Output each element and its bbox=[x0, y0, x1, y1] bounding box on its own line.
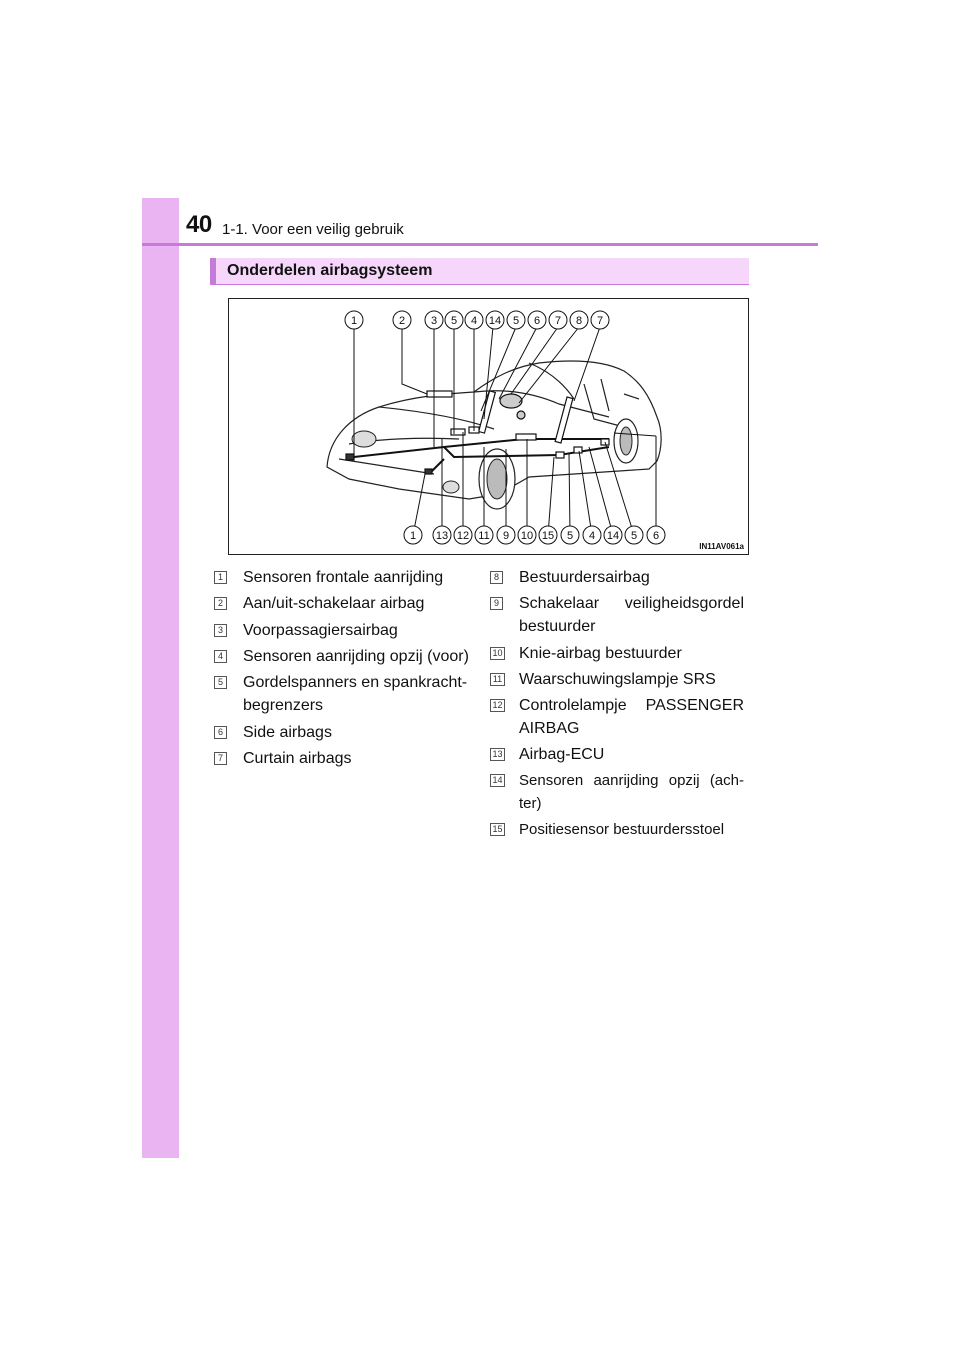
legend-number-14: 14 bbox=[490, 774, 505, 787]
svg-text:12: 12 bbox=[456, 530, 470, 542]
legend-item-11 bbox=[490, 668, 750, 692]
svg-text:2: 2 bbox=[398, 315, 406, 327]
legend-number-8: 8 bbox=[490, 571, 503, 584]
header-rule bbox=[142, 243, 818, 246]
callout-bottom-7 bbox=[539, 526, 557, 544]
legend-number-12: 12 bbox=[490, 699, 505, 712]
callout-bottom-3 bbox=[454, 526, 472, 544]
legend-item-3 bbox=[214, 619, 480, 643]
svg-text:5: 5 bbox=[512, 315, 520, 327]
callout-top-4 bbox=[445, 311, 463, 329]
section-heading-bar bbox=[210, 258, 216, 284]
legend-text-13: Airbag-ECU bbox=[519, 746, 605, 763]
legend-item-5 bbox=[214, 671, 480, 695]
legend-text-15: Positiesensor bestuurdersstoel bbox=[519, 821, 725, 838]
legend-text-12: Controlelampje PASSENGER bbox=[519, 697, 744, 714]
legend-text-7: Curtain airbags bbox=[243, 750, 352, 767]
svg-text:5: 5 bbox=[630, 530, 638, 542]
driver-airbag bbox=[500, 394, 522, 408]
airbag-diagram bbox=[228, 298, 749, 555]
callout-bottom-9 bbox=[583, 526, 601, 544]
legend-text-1: Sensoren frontale aanrijding bbox=[243, 569, 444, 586]
rear-wheel-hub bbox=[620, 427, 632, 455]
svg-text:9: 9 bbox=[502, 530, 510, 542]
callout-bottom-12 bbox=[647, 526, 665, 544]
legend-text-14-cont: ter) bbox=[519, 795, 542, 812]
svg-text:4: 4 bbox=[470, 315, 478, 327]
legend-number-4: 4 bbox=[214, 650, 227, 663]
top-callouts bbox=[345, 311, 609, 329]
legend-text-5-cont: begrenzers bbox=[243, 697, 324, 714]
callout-top-10 bbox=[570, 311, 588, 329]
legend-number-11: 11 bbox=[490, 673, 505, 686]
side-sensor-rear bbox=[574, 447, 582, 453]
legend-item-7 bbox=[214, 747, 480, 771]
svg-text:14: 14 bbox=[606, 530, 620, 542]
legend-text-10: Knie-airbag bestuurder bbox=[519, 645, 682, 662]
legend-text-9-cont: bestuurder bbox=[519, 618, 596, 635]
svg-text:14: 14 bbox=[488, 315, 502, 327]
svg-text:7: 7 bbox=[596, 315, 604, 327]
legend-text-12-cont: AIRBAG bbox=[519, 720, 580, 737]
legend-number-5: 5 bbox=[214, 676, 227, 689]
legend-item-14 bbox=[490, 769, 750, 793]
callout-bottom-11 bbox=[625, 526, 643, 544]
callout-bottom-8 bbox=[561, 526, 579, 544]
svg-text:7: 7 bbox=[554, 315, 562, 327]
legend-text-4: Sensoren aanrijding opzij (voor) bbox=[243, 648, 469, 665]
callout-bottom-1 bbox=[404, 526, 422, 544]
legend-number-6: 6 bbox=[214, 726, 227, 739]
legend-number-1: 1 bbox=[214, 571, 227, 584]
svg-text:13: 13 bbox=[435, 530, 449, 542]
legend-number-15: 15 bbox=[490, 823, 505, 836]
legend-item-9 bbox=[490, 592, 750, 616]
knee-airbag bbox=[516, 434, 536, 440]
front-sensor-right bbox=[425, 469, 432, 474]
callout-bottom-5 bbox=[497, 526, 515, 544]
callout-top-2 bbox=[393, 311, 411, 329]
legend-number-13: 13 bbox=[490, 748, 505, 761]
legend-text-8: Bestuurdersairbag bbox=[519, 569, 650, 586]
callout-top-8 bbox=[528, 311, 546, 329]
svg-text:8: 8 bbox=[575, 315, 583, 327]
legend-number-7: 7 bbox=[214, 752, 227, 765]
callout-bottom-6 bbox=[518, 526, 536, 544]
callout-top-6 bbox=[486, 311, 504, 329]
legend-text-5: Gordelspanners en spankracht- bbox=[243, 674, 468, 691]
front-sensor-left bbox=[346, 454, 354, 460]
callout-top-11 bbox=[591, 311, 609, 329]
callout-top-5 bbox=[465, 311, 483, 329]
svg-text:6: 6 bbox=[652, 530, 660, 542]
section-title: Onderdelen airbagsysteem bbox=[227, 262, 433, 279]
belt-buckle-switch bbox=[517, 411, 525, 419]
svg-text:5: 5 bbox=[566, 530, 574, 542]
svg-text:10: 10 bbox=[520, 530, 534, 542]
legend-text-14: Sensoren aanrijding opzij (ach- bbox=[519, 772, 744, 789]
callout-bottom-10 bbox=[604, 526, 622, 544]
seat-position-sensor bbox=[556, 452, 564, 458]
legend-item-6 bbox=[214, 721, 480, 745]
callout-top-1 bbox=[345, 311, 363, 329]
passenger-airbag bbox=[427, 391, 452, 397]
legend-text-6: Side airbags bbox=[243, 724, 332, 741]
legend-item-1 bbox=[214, 566, 480, 590]
legend-item-2 bbox=[214, 592, 480, 616]
legend-item-15 bbox=[490, 818, 750, 842]
figure-code: IN11AV061a bbox=[699, 542, 744, 551]
callout-top-3 bbox=[425, 311, 443, 329]
svg-text:15: 15 bbox=[541, 530, 555, 542]
legend-number-9: 9 bbox=[490, 597, 503, 610]
side-band bbox=[142, 198, 179, 1158]
svg-text:1: 1 bbox=[350, 315, 358, 327]
svg-text:3: 3 bbox=[430, 315, 438, 327]
legend-number-2: 2 bbox=[214, 597, 227, 610]
legend-number-3: 3 bbox=[214, 624, 227, 637]
legend-text-2: Aan/uit-schakelaar airbag bbox=[243, 595, 425, 612]
legend-item-12 bbox=[490, 694, 750, 718]
callout-top-7 bbox=[507, 311, 525, 329]
section-heading-underline bbox=[210, 284, 749, 285]
bottom-callouts bbox=[404, 526, 665, 544]
callout-bottom-4 bbox=[475, 526, 493, 544]
callout-top-9 bbox=[549, 311, 567, 329]
legend-text-11: Waarschuwingslampje SRS bbox=[519, 671, 716, 688]
svg-text:11: 11 bbox=[478, 530, 490, 542]
fog-light bbox=[443, 481, 459, 493]
legend-text-9: Schakelaar veiligheidsgordel bbox=[519, 595, 744, 612]
legend-item-13 bbox=[490, 743, 750, 767]
legend-item-8 bbox=[490, 566, 750, 590]
svg-text:5: 5 bbox=[450, 315, 458, 327]
chapter-title: 1-1. Voor een veilig gebruik bbox=[222, 221, 404, 238]
legend-item-4 bbox=[214, 645, 480, 669]
page-number: 40 bbox=[186, 211, 212, 238]
section-heading bbox=[210, 258, 749, 284]
svg-text:6: 6 bbox=[533, 315, 541, 327]
car-illustration bbox=[229, 299, 748, 554]
legend-number-10: 10 bbox=[490, 647, 505, 660]
svg-text:1: 1 bbox=[409, 530, 417, 542]
legend-item-10 bbox=[490, 642, 750, 666]
svg-text:4: 4 bbox=[588, 530, 596, 542]
headlight bbox=[352, 431, 376, 447]
legend-text-3: Voorpassagiersairbag bbox=[243, 622, 398, 639]
callout-bottom-2 bbox=[433, 526, 451, 544]
front-wheel-hub bbox=[487, 459, 507, 499]
